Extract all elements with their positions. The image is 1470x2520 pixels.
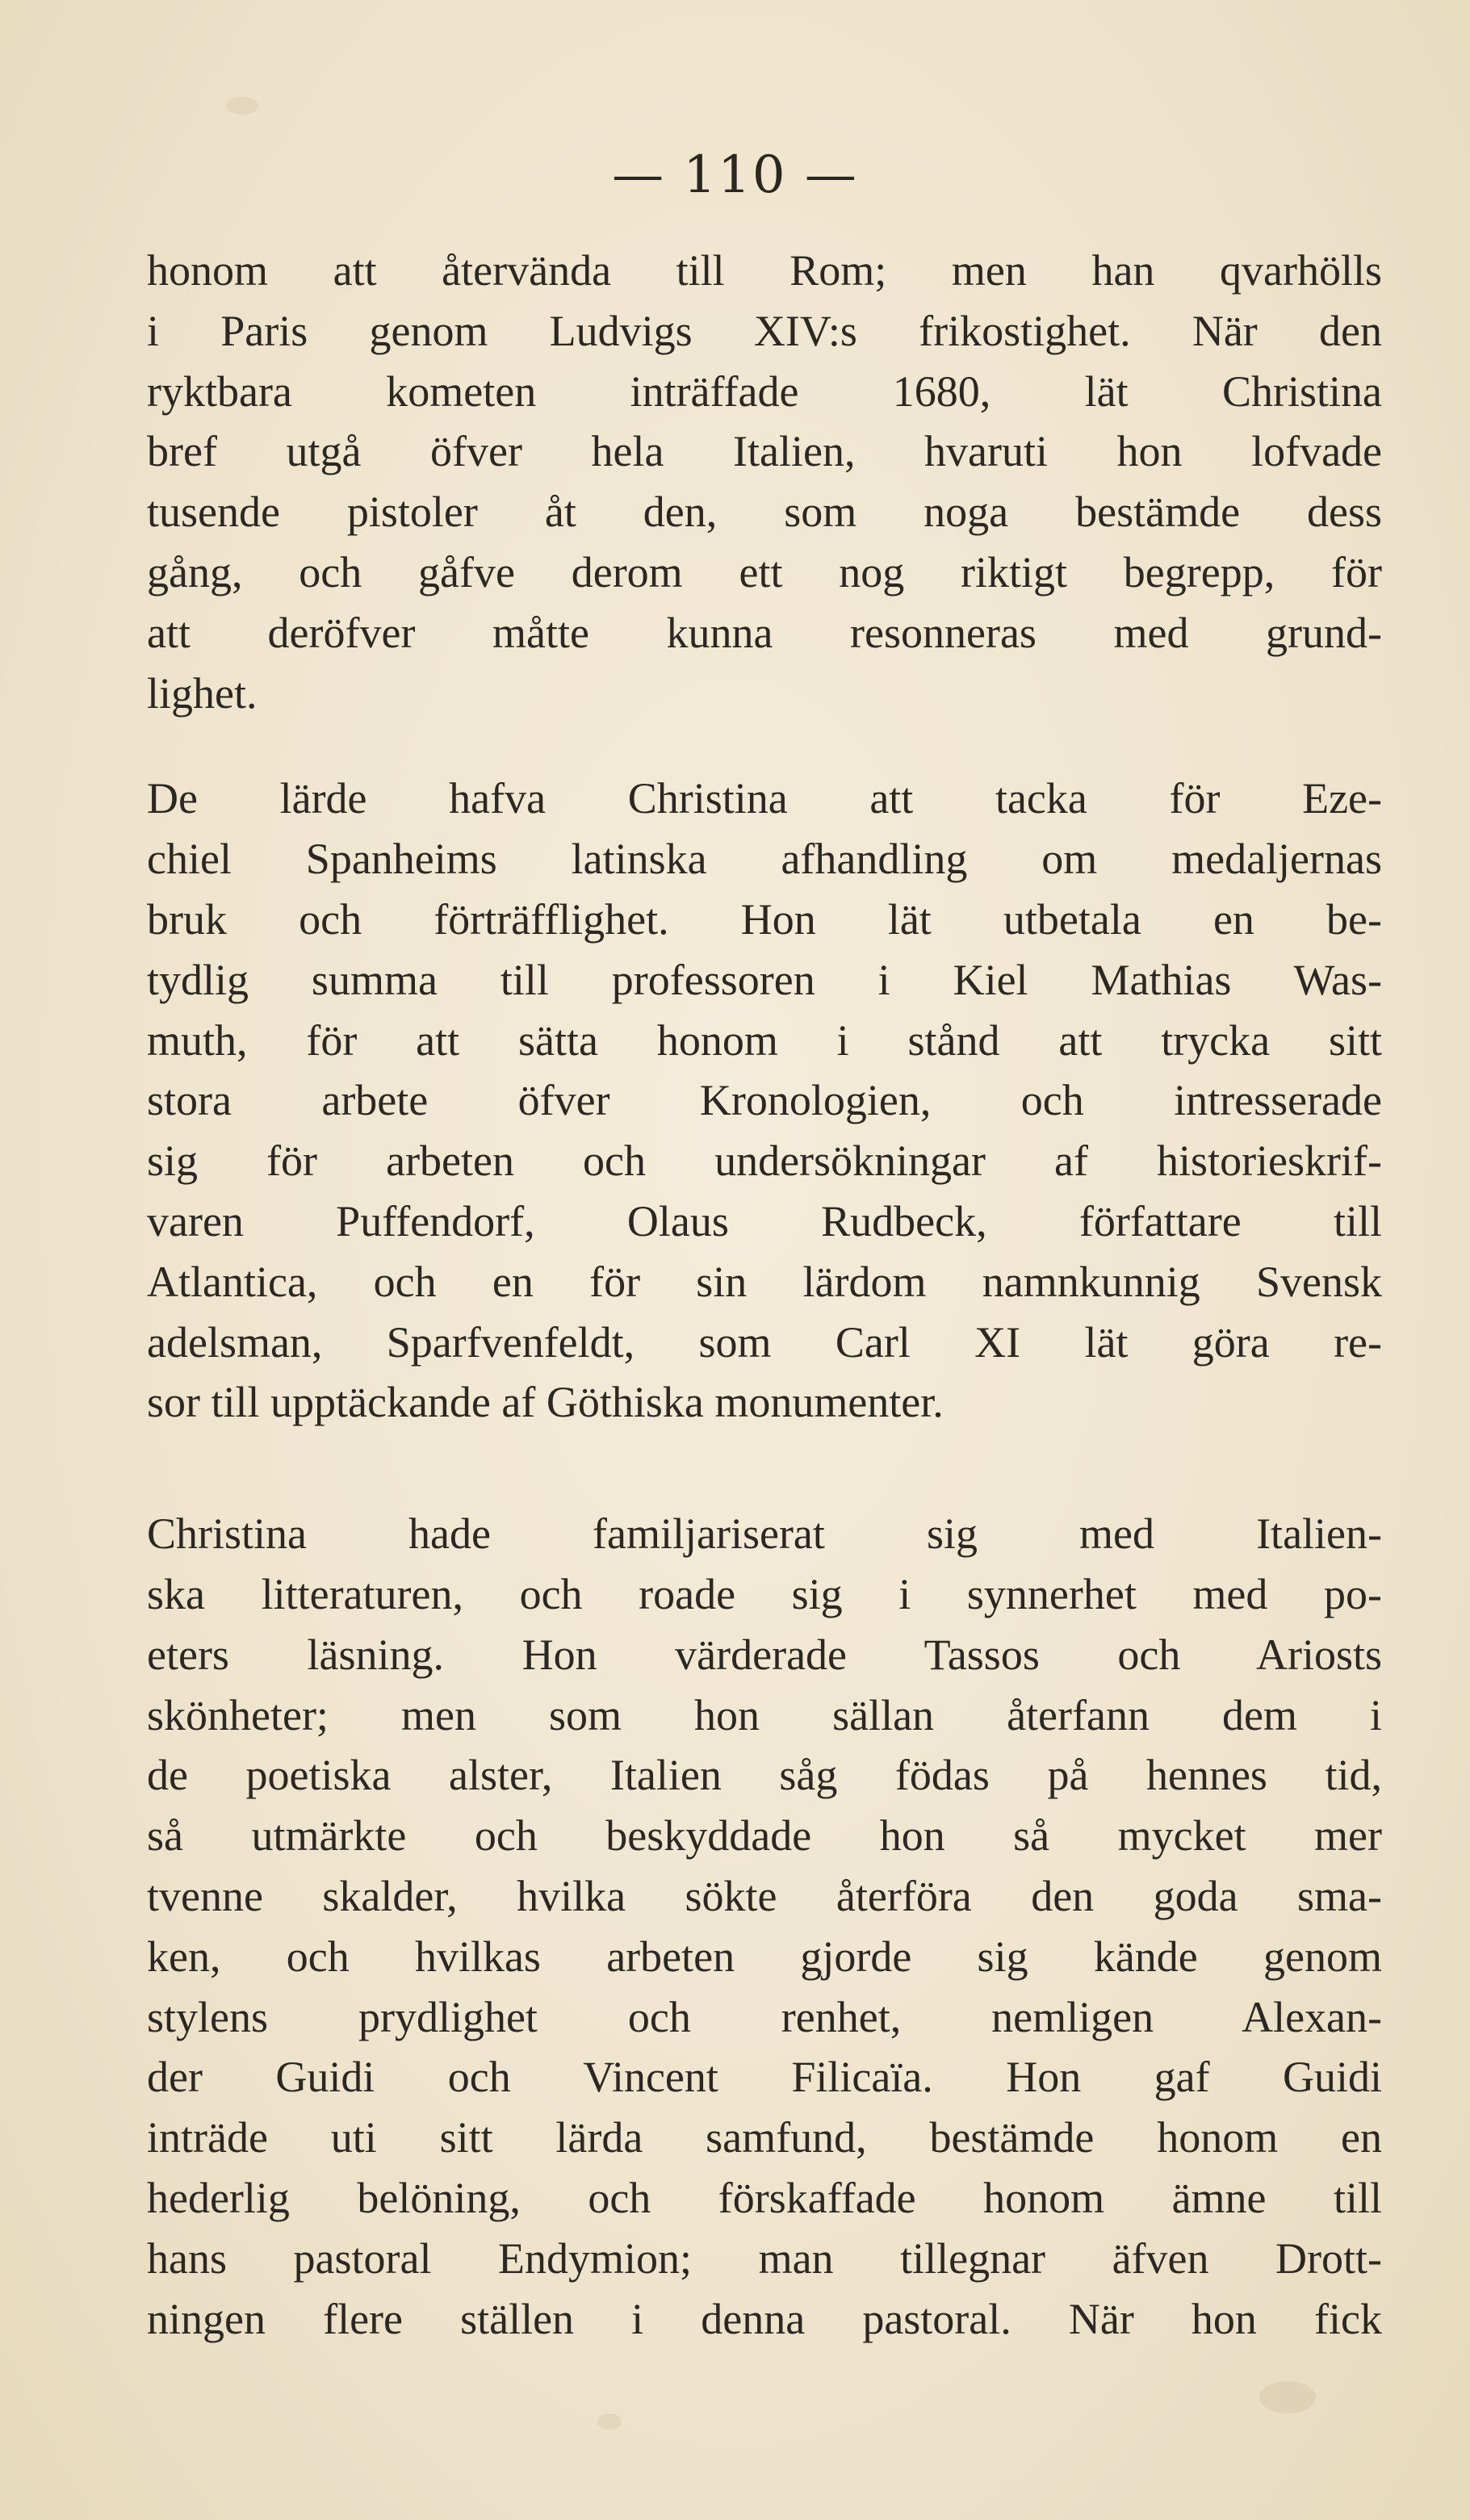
text-line: De lärde hafva Christina att tacka för Eze-: [147, 774, 1382, 823]
paper-stain: [597, 2413, 622, 2430]
paper-stain: [1259, 2381, 1316, 2413]
text-line: sor till upptäckande af Göthiska monumenter.: [147, 1378, 944, 1427]
text-line: eters läsning. Hon värderade Tassos och Ariosts: [147, 1630, 1382, 1679]
text-line: hederlig belöning, och förskaffade honom ämne till: [147, 2173, 1382, 2222]
text-line: bruk och förträfflighet. Hon lät utbetala en be-: [147, 894, 1382, 944]
text-line: varen Puffendorf, Olaus Rudbeck, författare till: [147, 1196, 1382, 1245]
text-line: att deröfver måtte kunna resonneras med grund-: [147, 608, 1382, 657]
paragraph-gap: [147, 723, 1382, 768]
text-line: så utmärkte och beskyddade hon så mycket mer: [147, 1811, 1382, 1861]
text-line: i Paris genom Ludvigs XIV:s frikostighet. När den: [147, 306, 1382, 355]
text-line: tydlig summa till professoren i Kiel Mathias Was-: [147, 955, 1382, 1004]
text-line: tvenne skalder, hvilka sökte återföra den goda sma-: [147, 1871, 1382, 1920]
text-line: tusende pistoler åt den, som noga bestämde dess: [147, 488, 1382, 537]
text-line: skönheter; men som hon sällan återfann dem i: [147, 1690, 1382, 1739]
text-line: ryktbara kometen inträffade 1680, lät Christina: [147, 366, 1382, 416]
text-line: hans pastoral Endymion; man tillegnar äfven Drott-: [147, 2233, 1382, 2283]
text-line: adelsman, Sparfvenfeldt, som Carl XI lät göra re-: [147, 1317, 1382, 1367]
body-text: [147, 241, 1382, 2349]
text-line: sig för arbeten och undersökningar af historieskrif-: [147, 1137, 1382, 1186]
text-line: stylens prydlighet och renhet, nemligen Alexan-: [147, 1992, 1382, 2041]
text-line: chiel Spanheims latinska afhandling om medaljernas: [147, 835, 1382, 884]
text-line: honom att återvända till Rom; men han qvarhölls: [147, 246, 1382, 295]
page-number: — 110 —: [612, 145, 858, 205]
text-line: muth, för att sätta honom i stånd att trycka sitt: [147, 1015, 1382, 1065]
paragraph-gap: [147, 1433, 1382, 1504]
paper-stain: [226, 97, 258, 115]
text-line: de poetiska alster, Italien såg födas på hennes tid,: [147, 1751, 1382, 1800]
text-line: Atlantica, och en för sin lärdom namnkunnig Svensk: [147, 1257, 1382, 1306]
text-line: gång, och gåfve derom ett nog riktigt begrepp, för: [147, 547, 1382, 597]
text-line: stora arbete öfver Kronologien, och intresserade: [147, 1076, 1382, 1125]
text-line: bref utgå öfver hela Italien, hvaruti hon lofvade: [147, 427, 1382, 476]
text-line: ken, och hvilkas arbeten gjorde sig kände genom: [147, 1932, 1382, 1981]
text-line: inträde uti sitt lärda samfund, bestämde honom en: [147, 2113, 1382, 2162]
text-line: ska litteraturen, och roade sig i synnerhet med po-: [147, 1569, 1382, 1618]
text-line: lighet.: [147, 668, 258, 718]
text-line: ningen flere ställen i denna pastoral. När hon fick: [147, 2294, 1382, 2343]
text-line: der Guidi och Vincent Filicaïa. Hon gaf Guidi: [147, 2053, 1382, 2102]
text-line: Christina hade familjariserat sig med Italien-: [147, 1509, 1382, 1559]
